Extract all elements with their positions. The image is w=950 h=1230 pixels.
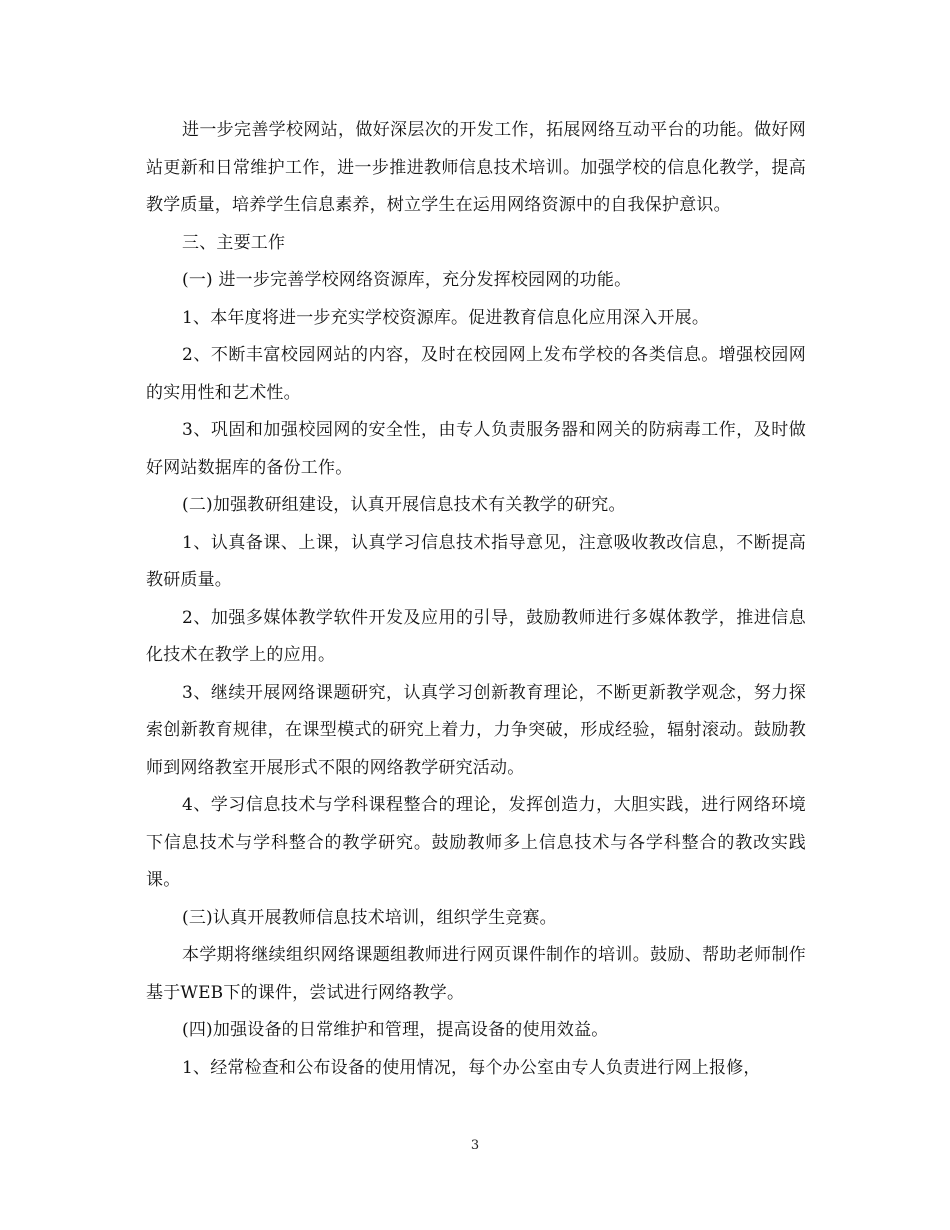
subsection-heading-1: (一) 进一步完善学校网络资源库，充分发挥校园网的功能。 (182, 270, 632, 290)
list-item: 3、巩固和加强校园网的安全性，由专人负责服务器和网关的防病毒工作，及时做好网站数据库的备份工作。 (146, 420, 806, 478)
paragraph-intro: 进一步完善学校网站，做好深层次的开发工作，拓展网络互动平台的功能。做好网站更新和日常维护工作，进一步推进教师信息技术培训。加强学校的信息化教学，提高教学质量，培养学生信息素养，树立学生在运用网络资源中的自我保护意识。 (146, 120, 806, 215)
list-item: 2、加强多媒体教学软件开发及应用的引导，鼓励教师进行多媒体教学，推进信息化技术在教学上的应用。 (146, 607, 806, 665)
page-number: 3 (470, 1138, 480, 1153)
list-item: 3、继续开展网络课题研究，认真学习创新教育理论，不断更新教学观念，努力探索创新教育规律，在课型模式的研究上着力，力争突破，形成经验，辐射滚动。鼓励教师到网络教室开展形式不限的网络教学研究活动。 (146, 682, 806, 778)
paragraph: 本学期将继续组织网络课题组教师进行网页课件制作的培训。鼓励、帮助老师制作基于WEB下的课件，尝试进行网络教学。 (146, 945, 806, 1003)
list-item: 2、不断丰富校园网站的内容，及时在校园网上发布学校的各类信息。增强校园网的实用性和艺术性。 (146, 345, 806, 403)
section-heading-main-work: 三、主要工作 (182, 232, 286, 253)
subsection-heading-4: (四)加强设备的日常维护和管理，提高设备的使用效益。 (182, 1020, 609, 1040)
list-item: 1、本年度将进一步充实学校资源库。促进教育信息化应用深入开展。 (182, 307, 710, 328)
list-item: 4、学习信息技术与学科课程整合的理论，发挥创造力，大胆实践，进行网络环境下信息技术与学科整合的教学研究。鼓励教师多上信息技术与各学科整合的教改实践课。 (146, 795, 806, 890)
subsection-heading-3: (三)认真开展教师信息技术培训，组织学生竞赛。 (182, 907, 557, 928)
subsection-heading-2: (二)加强教研组建设，认真开展信息技术有关教学的研究。 (182, 495, 626, 515)
list-item: 1、经常检查和公布设备的使用情况，每个办公室由专人负责进行网上报修， (182, 1057, 761, 1078)
list-item: 1、认真备课、上课，认真学习信息技术指导意见，注意吸收教改信息，不断提高教研质量。 (146, 532, 806, 590)
document-body (146, 112, 806, 1087)
